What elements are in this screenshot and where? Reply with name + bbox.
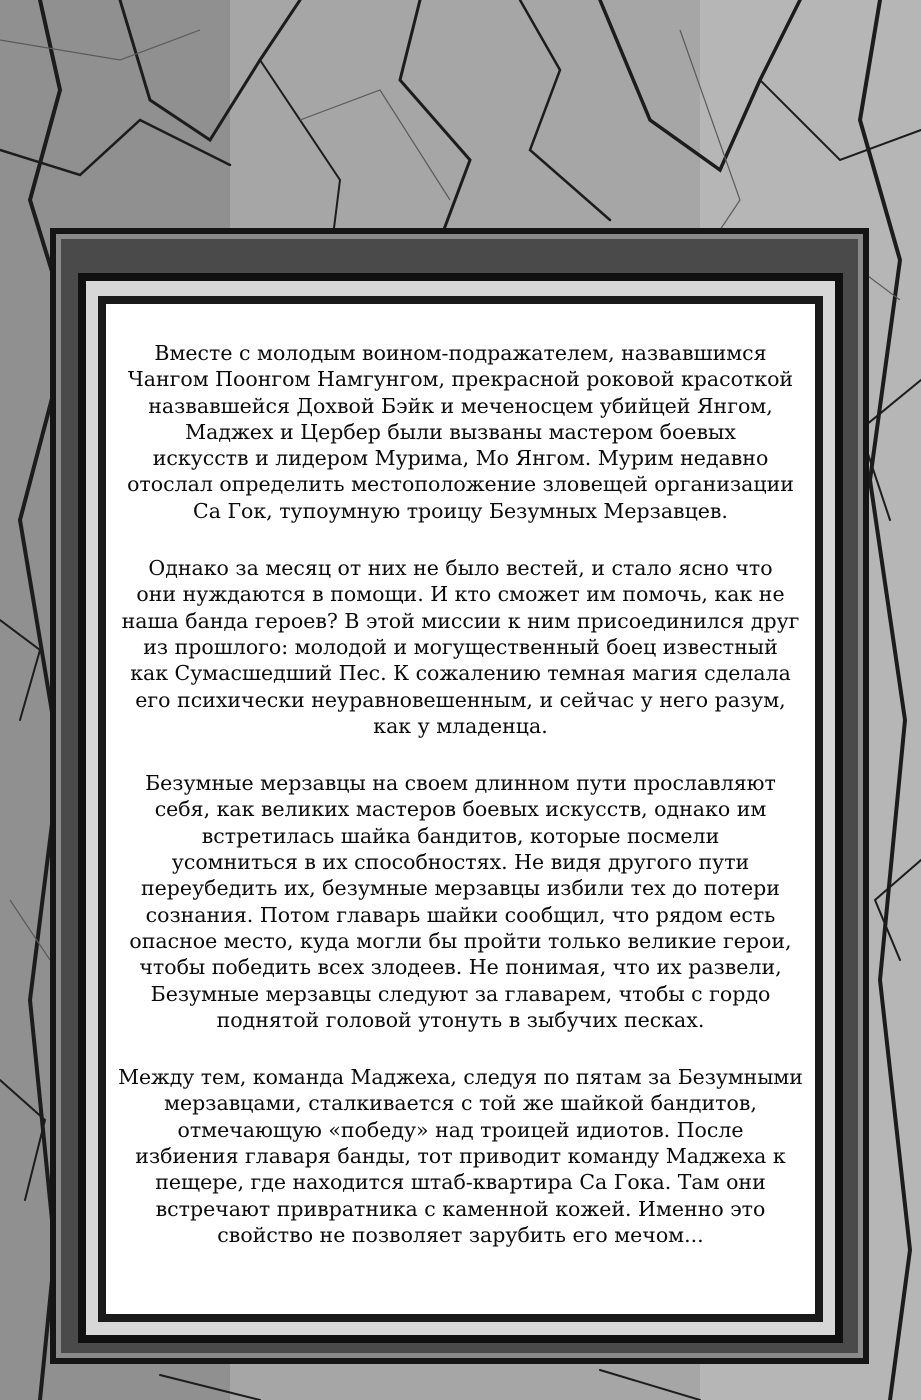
paragraph-2 xyxy=(106,555,815,739)
text-line: мерзавцами, сталкивается с той же шайкой бандитов, xyxy=(164,1091,757,1116)
text-line: встретилась шайка бандитов, которые посмели xyxy=(201,823,720,848)
text-line: чтобы победить всех злодеев. Не понимая, что их развели, xyxy=(139,955,782,980)
text-line: свойство не позволяет зарубить его мечом... xyxy=(217,1222,704,1247)
text-line: пещере, где находится штаб-квартира Са Гока. Там они xyxy=(155,1170,766,1195)
text-line: сознания. Потом главарь шайки сообщил, что рядом есть xyxy=(145,902,776,927)
paragraph-3 xyxy=(106,770,815,1033)
text-line: поднятой головой утонуть в зыбучих песках. xyxy=(216,1007,705,1032)
text-line: Безумные мерзавцы на своем длинном пути прославляют xyxy=(145,771,776,796)
text-line: искусств и лидером Мурима, Мо Янгом. Мурим недавно xyxy=(152,446,769,471)
text-line: встречают привратника с каменной кожей. Именно это xyxy=(155,1196,766,1221)
text-line: опасное место, куда могли бы пройти только великие герои, xyxy=(129,928,792,953)
text-line: Однако за месяц от них не было вестей, и стало ясно что xyxy=(148,556,773,581)
text-line: себя, как великих мастеров боевых искусств, однако им xyxy=(154,797,767,822)
text-line: наша банда героев? В этой миссии к ним присоединился друг xyxy=(121,608,800,633)
text-line: они нуждаются в помощи. И кто сможет им помочь, как не xyxy=(136,582,785,607)
text-line: Вместе с молодым воином-подражателем, назвавшимся xyxy=(154,341,767,365)
paragraph-4 xyxy=(106,1064,815,1248)
text-line: отослал определить местоположение зловещей организации xyxy=(127,472,794,497)
text-line: Маджех и Цербер были вызваны мастером боевых xyxy=(185,419,736,444)
text-line: Чангом Поонгом Намгунгом, прекрасной роковой красоткой xyxy=(127,367,794,392)
text-line: усомниться в их способностях. Не видя другого пути xyxy=(171,850,750,875)
text-line: назвавшейся Дохвой Бэйк и меченосцем убийцей Янгом, xyxy=(148,393,773,418)
text-line: избиения главаря банды, тот приводит команду Маджеха к xyxy=(135,1144,786,1169)
text-line: отмечающую «победу» над троицей идиотов. После xyxy=(177,1117,744,1142)
text-panel xyxy=(106,304,815,1314)
paragraph-1 xyxy=(106,340,815,524)
inner-frame xyxy=(98,296,823,1322)
text-line: Безумные мерзавцы следуют за главарем, чтобы с гордо xyxy=(150,981,771,1006)
text-line: как у младенца. xyxy=(373,713,548,738)
text-line: как Сумасшедший Пес. К сожалению темная магия сделала xyxy=(130,661,791,686)
text-line: Са Гок, тупоумную троицу Безумных Мерзавцев. xyxy=(193,498,728,523)
text-line: из прошлого: молодой и могущественный боец известный xyxy=(143,634,778,659)
text-line: переубедить их, безумные мерзавцы избили тех до потери xyxy=(141,876,780,901)
text-line: Между тем, команда Маджеха, следуя по пятам за Безумными xyxy=(118,1065,803,1090)
text-line: его психически неуравновешенным, и сейчас у него разум, xyxy=(135,687,786,712)
